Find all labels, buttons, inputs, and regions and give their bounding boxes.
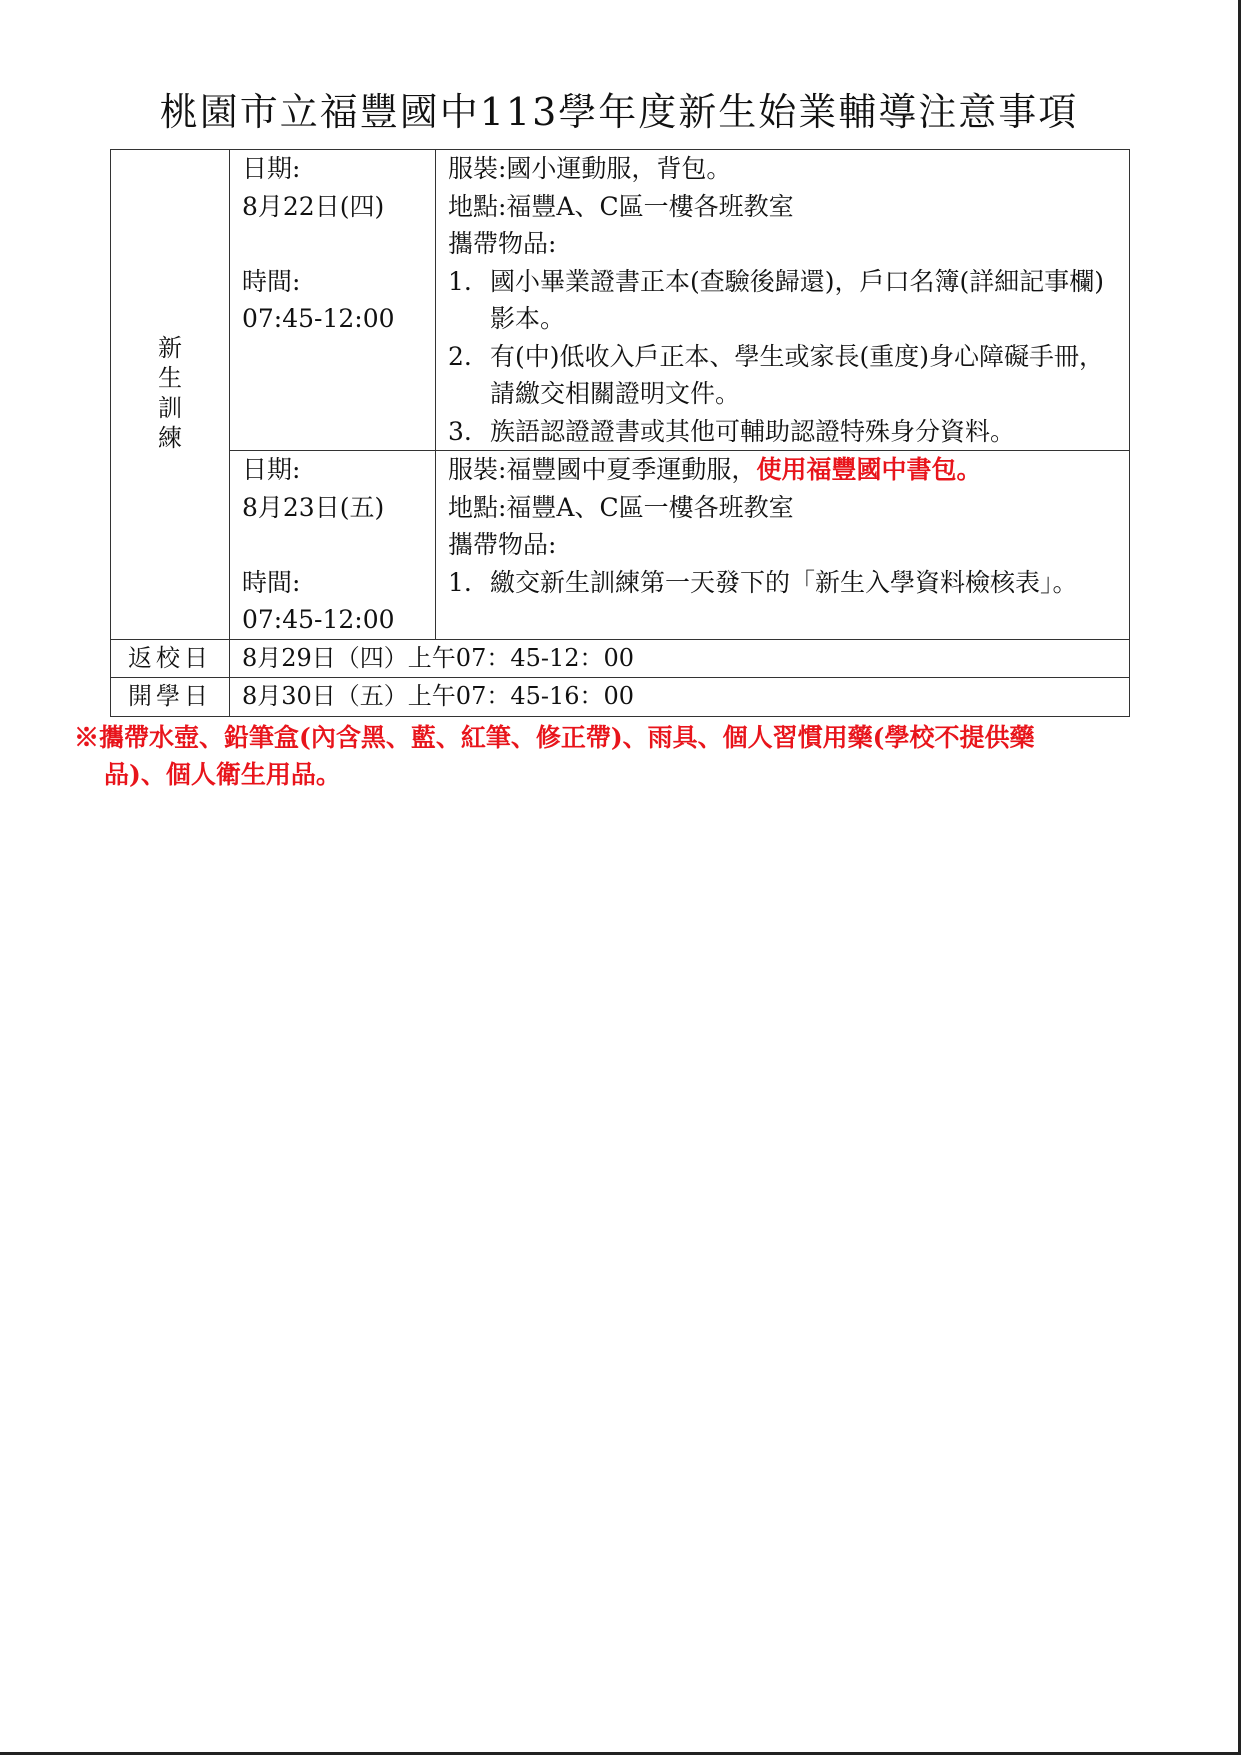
orientation-label: 新生訓練 bbox=[158, 333, 182, 452]
day1-items-label: 攜帶物品: bbox=[448, 229, 557, 258]
orientation-day1-row bbox=[111, 150, 1130, 451]
list-number: 1. bbox=[448, 266, 472, 296]
footer-note bbox=[74, 719, 1174, 793]
footer-line-2: 品)、個人衛生用品。 bbox=[104, 760, 341, 789]
day1-location: 地點:福豐A、C區一樓各班教室 bbox=[448, 191, 794, 221]
list-number: 3. bbox=[448, 416, 472, 446]
school-start-label: 開學日 bbox=[111, 678, 230, 717]
list-item bbox=[448, 564, 1121, 602]
list-text: 族語認證證書或其他可輔助認證特殊身分資料。 bbox=[490, 416, 1016, 446]
day2-time-cell bbox=[230, 451, 436, 640]
day2-dress-text: 服裝:福豐國中夏季運動服， bbox=[448, 455, 757, 484]
orientation-label-cell bbox=[111, 150, 230, 640]
list-item bbox=[448, 338, 1121, 413]
list-text: 有(中)低收入戶正本、學生或家長(重度)身心障礙手冊，請繳交相關證明文件。 bbox=[490, 341, 1105, 408]
orientation-day2-row bbox=[111, 451, 1130, 640]
day1-dress: 服裝:國小運動服，背包。 bbox=[448, 154, 732, 183]
document-title: 桃園市立福豐國中113學年度新生始業輔導注意事項 bbox=[159, 90, 1079, 134]
day2-date-value: 8月23日(五) bbox=[242, 492, 385, 522]
day2-date-label: 日期: bbox=[242, 455, 301, 484]
list-item bbox=[448, 263, 1121, 338]
day2-detail-cell bbox=[436, 451, 1130, 640]
day1-time-cell bbox=[230, 150, 436, 451]
return-day-label: 返校日 bbox=[111, 639, 230, 678]
list-number: 2. bbox=[448, 341, 472, 371]
return-day-row bbox=[111, 639, 1130, 678]
footer-line-1: ※攜帶水壺、鉛筆盒(內含黑、藍、紅筆、修正帶)、雨具、個人習慣用藥(學校不提供藥 bbox=[74, 723, 1035, 752]
day2-location: 地點:福豐A、C區一樓各班教室 bbox=[448, 492, 794, 522]
day1-date-value: 8月22日(四) bbox=[242, 191, 385, 221]
list-text: 國小畢業證書正本(查驗後歸還)，戶口名簿(詳細記事欄)影本。 bbox=[490, 266, 1105, 333]
day2-dress bbox=[448, 451, 1121, 489]
return-day-value: 8月29日（四）上午07：45-12：00 bbox=[230, 639, 1130, 678]
schedule-table bbox=[110, 149, 1130, 717]
day1-detail-cell bbox=[436, 150, 1130, 451]
school-start-row bbox=[111, 678, 1130, 717]
list-item bbox=[448, 413, 1121, 451]
day2-time-label: 時間: bbox=[242, 567, 301, 597]
school-start-value: 8月30日（五）上午07：45-16：00 bbox=[230, 678, 1130, 717]
list-text: 繳交新生訓練第一天發下的「新生入學資料檢核表」。 bbox=[490, 567, 1078, 597]
day2-dress-highlight: 使用福豐國中書包。 bbox=[756, 455, 982, 484]
day1-time-label: 時間: bbox=[242, 266, 301, 296]
day1-time-value: 07:45-12:00 bbox=[242, 304, 395, 333]
day2-time-value: 07:45-12:00 bbox=[242, 605, 395, 634]
list-number: 1. bbox=[448, 567, 472, 597]
day2-items-label: 攜帶物品: bbox=[448, 530, 557, 559]
day1-date-label: 日期: bbox=[242, 154, 301, 183]
